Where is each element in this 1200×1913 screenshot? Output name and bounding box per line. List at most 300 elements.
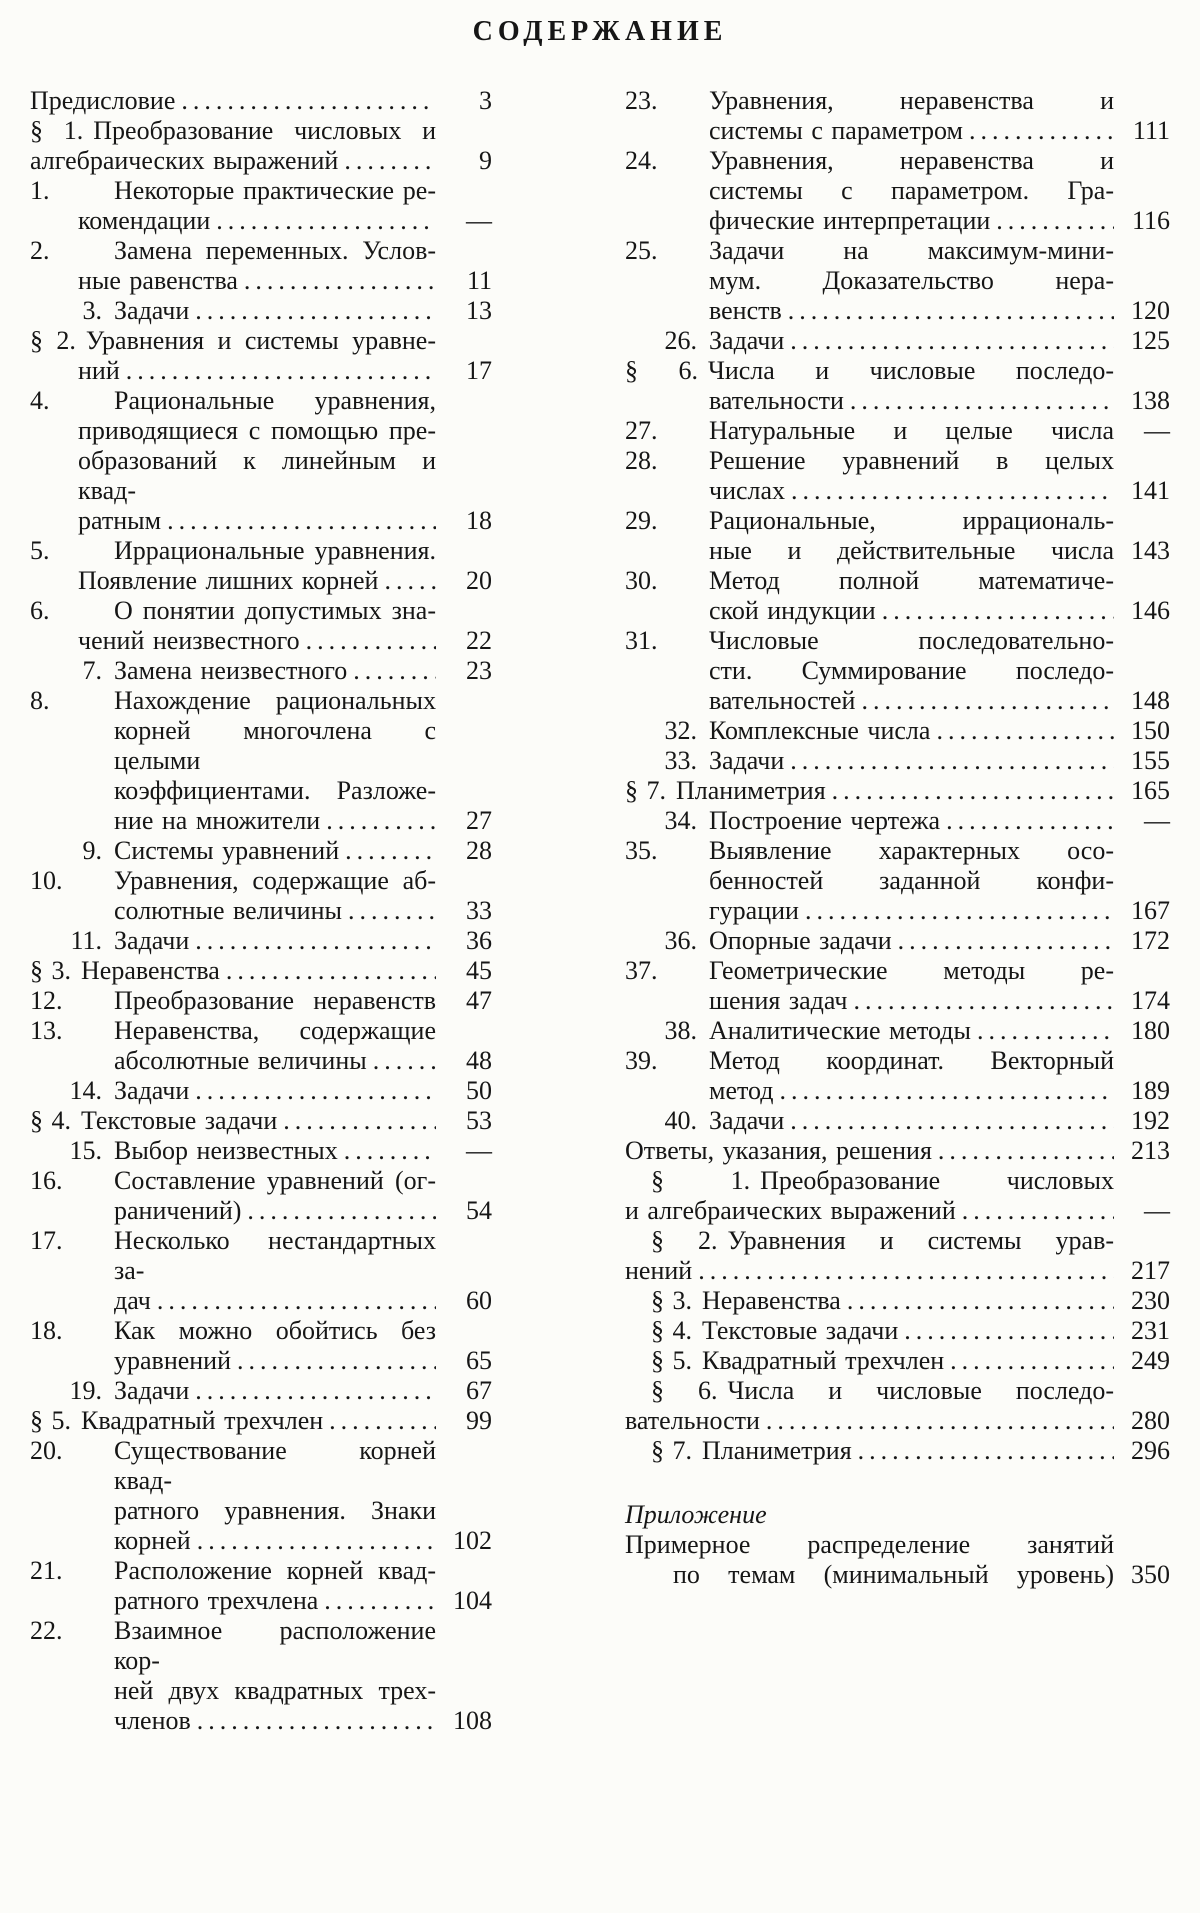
toc-entry	[30, 176, 492, 236]
toc-entry-line: мум. Доказательство нера-	[709, 266, 1114, 295]
toc-entry-text	[625, 506, 1114, 566]
toc-entry	[625, 446, 1170, 506]
toc-entry	[625, 1500, 1170, 1530]
toc-entry-page: 231	[1131, 1316, 1170, 1345]
toc-entry	[625, 1016, 1170, 1046]
toc-entry-text	[30, 1316, 436, 1376]
toc-entry-line: 10. Уравнения, содержащие аб-	[30, 866, 436, 895]
toc-entry-page: 249	[1131, 1346, 1170, 1375]
toc-entry	[625, 1436, 1170, 1466]
toc-entry-page: 33	[466, 896, 492, 925]
toc-entry-number: 22.	[30, 1616, 63, 1645]
toc-entry-text	[30, 1106, 436, 1136]
toc-entry-number: 11.	[70, 926, 102, 955]
toc-entry-line: ратного уравнения. Знаки	[114, 1496, 436, 1525]
toc-entry-page: 20	[466, 566, 492, 595]
toc-entry-line: 25. Задачи на максимум-мини-	[625, 236, 1114, 265]
toc-entry-line	[625, 1076, 1114, 1106]
toc-entry-number: 38.	[664, 1016, 697, 1045]
toc-entry-text	[30, 1556, 436, 1616]
toc-entry-text	[30, 1616, 436, 1736]
toc-entry-line: сти. Суммирование последо-	[709, 656, 1114, 685]
toc-entry-number: 8.	[30, 686, 50, 715]
toc-entry	[625, 1226, 1170, 1286]
toc-entry-number: 33.	[664, 746, 697, 775]
toc-entry-line-text: метод	[709, 1076, 774, 1105]
toc-entry-line: 27. Натуральные и целые числа	[625, 416, 1114, 445]
toc-entry-text	[30, 1076, 436, 1106]
toc-entry-line-text: корней	[114, 1526, 191, 1555]
toc-entry-line: 18. Как можно обойтись без	[30, 1316, 436, 1345]
toc-entry-line: 22. Взаимное расположение кор-	[30, 1616, 436, 1675]
dot-leader	[220, 956, 436, 986]
toc-entry-line-text: солютные величины	[114, 896, 342, 925]
toc-entry-line-text: 11. Задачи	[30, 926, 189, 956]
dot-leader	[784, 326, 1114, 356]
toc-entry-number: 4.	[30, 386, 50, 415]
dot-leader	[210, 206, 436, 236]
toc-entry-line-text: системы с параметром	[709, 116, 963, 145]
toc-entry-text	[625, 956, 1114, 1016]
toc-entry-page: 143	[1131, 536, 1170, 565]
toc-entry-page: 180	[1131, 1016, 1170, 1045]
toc-entry-line-text: комендации	[78, 206, 211, 235]
toc-entry-line	[30, 956, 436, 986]
toc-entry	[625, 626, 1170, 716]
toc-entry	[30, 386, 492, 536]
toc-entry-line-text: 14. Задачи	[30, 1076, 189, 1106]
toc-entry-page: 50	[466, 1076, 492, 1105]
toc-entry	[30, 926, 492, 956]
toc-entry-line-text: § 5. Квадратный трехчлен	[651, 1346, 945, 1375]
toc-entry-line: § 6. Числа и числовые последо-	[625, 356, 1115, 385]
toc-entry-text	[30, 926, 436, 956]
toc-entry-line	[30, 1286, 436, 1316]
toc-entry-number: 5.	[30, 536, 50, 565]
toc-entry	[30, 986, 492, 1016]
toc-entry-page: 28	[466, 836, 492, 865]
toc-entry-line	[30, 266, 436, 296]
toc-entry-page: —	[1144, 1196, 1170, 1225]
toc-entry-line	[625, 296, 1114, 326]
toc-entry	[30, 86, 492, 116]
toc-entry-line	[30, 1136, 436, 1166]
toc-entry	[625, 326, 1170, 356]
dot-leader	[151, 1286, 436, 1316]
toc-entry-line-text: дач	[114, 1286, 151, 1315]
toc-entry-line: 16. Составление уравнений (ог-	[30, 1166, 436, 1195]
toc-entry-number: 27.	[625, 416, 658, 445]
toc-entry-text	[625, 716, 1114, 746]
toc-entry-line	[625, 1136, 1114, 1166]
toc-entry-line-text: ний	[78, 356, 120, 385]
toc-entry	[625, 356, 1170, 416]
toc-entry-line-text: Появление лишних корней	[78, 566, 379, 595]
toc-entry	[30, 1076, 492, 1106]
toc-entry-text	[625, 1316, 1114, 1346]
toc-entry-line-text: ные равенства	[78, 266, 238, 295]
toc-entry-page: 155	[1131, 746, 1170, 775]
toc-entry-line: по темам (минимальный уровень)	[673, 1560, 1114, 1589]
toc-entry-line-text: 7. Замена неизвестного	[30, 656, 347, 686]
toc-column-right	[625, 86, 1170, 1590]
toc-entry-line-text: 19. Задачи	[30, 1376, 189, 1406]
toc-entry-line: Приложение	[625, 1500, 767, 1529]
toc-entry-number: 2.	[30, 236, 50, 265]
toc-entry	[625, 716, 1170, 746]
dot-leader	[760, 1406, 1114, 1436]
toc-entry-line: 8. Нахождение рациональных	[30, 686, 436, 715]
toc-entry-number: 20.	[30, 1436, 63, 1465]
toc-entry-line-text: ние на множители	[114, 806, 321, 835]
toc-entry-page: —	[1144, 806, 1170, 835]
toc-entry-page: 27	[466, 806, 492, 835]
toc-entry-text	[625, 626, 1114, 716]
toc-entry-line	[625, 926, 1114, 956]
toc-entry	[30, 536, 492, 596]
toc-entry	[625, 836, 1170, 926]
toc-entry	[30, 1616, 492, 1736]
toc-entry-line: § 6. Числа и числовые последо-	[651, 1376, 1115, 1405]
toc-entry-text	[30, 296, 436, 326]
toc-entry-line-text: нений	[625, 1256, 693, 1285]
dot-leader	[876, 596, 1114, 626]
toc-entry	[625, 1166, 1170, 1226]
toc-entry-number: § 1.	[651, 1166, 751, 1195]
toc-entry-text	[30, 1376, 436, 1406]
toc-entry-number: 14.	[69, 1076, 102, 1105]
toc-entry-number: 15.	[69, 1136, 102, 1165]
toc-entry-number: § 7.	[651, 1436, 692, 1465]
toc-entry-number: § 1.	[30, 116, 84, 145]
toc-entry	[30, 866, 492, 926]
toc-entry-line: системы с параметром. Гра-	[709, 176, 1114, 205]
toc-entry-number: 23.	[625, 86, 658, 115]
toc-entry-line-text: 26. Задачи	[625, 326, 784, 356]
toc-entry-line	[625, 1106, 1114, 1136]
toc-entry	[30, 1556, 492, 1616]
toc-entry-line-text: § 7. Планиметрия	[651, 1436, 852, 1465]
toc-entry-page: 23	[466, 656, 492, 685]
toc-entry-text	[30, 656, 436, 686]
toc-entry-page: 54	[466, 1196, 492, 1225]
toc-entry-page: 13	[466, 296, 492, 325]
toc-entry-line	[625, 716, 1114, 746]
toc-entry	[625, 776, 1170, 806]
toc-entry-line	[30, 206, 436, 236]
dot-leader	[990, 206, 1114, 236]
toc-entry-text	[30, 956, 436, 986]
toc-entry-line-text: 3. Задачи	[30, 296, 189, 326]
dot-leader	[844, 386, 1114, 416]
toc-entry-line: приводящиеся с помощью пре-	[78, 416, 436, 445]
toc-entry-page: 67	[466, 1376, 492, 1405]
toc-entry-line-text: фические интерпретации	[709, 206, 991, 235]
toc-entry-line-text: ратного трехчлена	[114, 1586, 319, 1615]
toc-entry-line-text: вательностей	[709, 686, 856, 715]
toc-entry-number: 39.	[625, 1046, 658, 1075]
toc-entry-text	[625, 566, 1114, 626]
toc-entry-line	[625, 1316, 1114, 1346]
dot-leader	[189, 1076, 436, 1106]
toc-entry	[625, 1530, 1170, 1590]
toc-entry-number: § 5.	[30, 1406, 71, 1435]
toc-entry-page: —	[466, 1136, 492, 1165]
toc-entry-page: 104	[453, 1586, 492, 1615]
toc-entry-line-text: § 4. Текстовые задачи	[30, 1106, 278, 1135]
toc-entry-page: 192	[1131, 1106, 1170, 1135]
toc-entry-text	[625, 356, 1114, 416]
toc-entry-line-text: членов	[114, 1706, 191, 1735]
toc-entry-text	[30, 326, 436, 386]
toc-entry-line: 39. Метод координат. Векторный	[625, 1046, 1114, 1075]
toc-entry-line: § 1. Преобразование числовых и	[30, 116, 436, 145]
toc-entry	[625, 746, 1170, 776]
toc-entry-text	[30, 1166, 436, 1226]
toc-entry-number: § 3.	[30, 956, 71, 985]
toc-entry-line-text: 34. Построение чертежа	[625, 806, 940, 836]
dot-leader	[784, 1106, 1114, 1136]
toc-entry-line	[30, 1376, 436, 1406]
toc-entry-text	[625, 446, 1114, 506]
toc-entry-line-text: ратным	[78, 506, 162, 535]
dot-leader	[318, 1586, 436, 1616]
toc-entry-line	[30, 896, 436, 926]
dot-leader	[971, 1016, 1114, 1046]
toc-entry-number: § 4.	[30, 1106, 71, 1135]
toc-entry-text	[625, 1376, 1114, 1436]
toc-entry-line: 31. Числовые последовательно-	[625, 626, 1114, 655]
toc-entry-line	[30, 836, 436, 866]
toc-entry-text	[625, 326, 1114, 356]
toc-entry-line-text: абсолютные величины	[114, 1046, 367, 1075]
toc-entry-page: 17	[466, 356, 492, 385]
toc-entry-page: 174	[1131, 986, 1170, 1015]
toc-entry-line	[30, 1106, 436, 1136]
toc-column-left	[30, 86, 492, 1736]
toc-entry-line-text: 36. Опорные задачи	[625, 926, 892, 956]
toc-entry-text	[30, 176, 436, 236]
toc-entry-line-text: шения задач	[709, 986, 848, 1015]
toc-entry-page: 45	[466, 956, 492, 985]
toc-entry-line: 35. Выявление характерных осо-	[625, 836, 1114, 865]
dot-leader	[963, 116, 1114, 146]
toc-entry-page: 120	[1131, 296, 1170, 325]
toc-entry-line-text: Ответы, указания, решения	[625, 1136, 932, 1165]
toc-entry-page: 280	[1131, 1406, 1170, 1435]
toc-entry-line	[625, 1406, 1114, 1436]
toc-entry-line	[30, 1406, 436, 1436]
dot-leader	[231, 1346, 436, 1376]
dot-leader	[189, 296, 436, 326]
toc-entry-number: 10.	[30, 866, 63, 895]
toc-entry-text	[30, 86, 436, 116]
toc-entry-number: 21.	[30, 1556, 63, 1585]
toc-entry-page: 47	[466, 986, 492, 1015]
toc-entry	[625, 926, 1170, 956]
toc-entry-number: 9.	[82, 836, 102, 865]
toc-entry-text	[30, 1406, 436, 1436]
toc-entry-page: 60	[466, 1286, 492, 1315]
toc-entry-line-text: вательности	[709, 386, 844, 415]
toc-entry-line	[30, 1196, 436, 1226]
toc-entry-page: 167	[1131, 896, 1170, 925]
dot-leader	[191, 1706, 436, 1736]
toc-entry-line	[625, 986, 1114, 1016]
toc-entry-number: 29.	[625, 506, 658, 535]
toc-entry-line	[30, 296, 436, 326]
toc-entry-page: 53	[466, 1106, 492, 1135]
toc-entry-line-text: § 7. Планиметрия	[625, 776, 826, 805]
dot-leader	[932, 1136, 1114, 1166]
toc-entry	[30, 1136, 492, 1166]
dot-leader	[378, 566, 436, 596]
dot-leader	[782, 296, 1114, 326]
toc-entry	[30, 656, 492, 686]
toc-entry	[30, 1376, 492, 1406]
dot-leader	[338, 146, 436, 176]
toc-entry-number: 18.	[30, 1316, 63, 1345]
toc-entry-line	[30, 1586, 436, 1616]
toc-entry-page: 18	[466, 506, 492, 535]
toc-entry-number: 6.	[30, 596, 50, 625]
toc-entry-number: 1.	[30, 176, 50, 205]
toc-entry-number: § 7.	[625, 776, 666, 805]
toc-entry-line: § 2. Уравнения и системы уравне-	[30, 326, 437, 355]
toc-entry-page: 11	[466, 266, 492, 295]
toc-entry-line-text: алгебраических выражений	[30, 146, 339, 175]
toc-entry	[625, 86, 1170, 146]
toc-entry-line: 37. Геометрические методы ре-	[625, 956, 1114, 985]
toc-entry-page: 102	[453, 1526, 492, 1555]
toc-entry-text	[625, 806, 1114, 836]
dot-leader	[940, 806, 1114, 836]
toc-entry-text	[30, 1016, 436, 1076]
toc-entry	[625, 416, 1170, 446]
toc-entry-number: § 2.	[651, 1226, 718, 1255]
toc-entry-number: 24.	[625, 146, 658, 175]
toc-entry-line	[30, 356, 436, 386]
toc-entry-number: § 4.	[651, 1316, 692, 1345]
toc-entry-text	[625, 1016, 1114, 1046]
toc-entry-text	[625, 1136, 1114, 1166]
dot-leader	[347, 656, 436, 686]
toc-entry-line	[625, 1256, 1114, 1286]
toc-entry-page: 230	[1131, 1286, 1170, 1315]
toc-entry-page: 65	[466, 1346, 492, 1375]
toc-entry-page: 141	[1131, 476, 1170, 505]
toc-entry-line: 29. Рациональные, иррациональ-	[625, 506, 1114, 535]
toc-entry-line-text: чений неизвестного	[78, 626, 300, 655]
toc-entry-line: 23. Уравнения, неравенства и	[625, 86, 1114, 115]
toc-entry-line	[30, 1706, 436, 1736]
toc-entry-page: 146	[1131, 596, 1170, 625]
toc-entry-text	[625, 1166, 1114, 1226]
toc-entry-number: § 5.	[651, 1346, 692, 1375]
toc-entry-line: 13. Неравенства, содержащие	[30, 1016, 436, 1045]
dot-leader	[323, 1406, 436, 1436]
toc-entry-line	[625, 1346, 1114, 1376]
toc-entry-text	[625, 1046, 1114, 1106]
toc-entry-line-text: ской индукции	[709, 596, 876, 625]
toc-entry	[30, 686, 492, 836]
toc-entry	[625, 1106, 1170, 1136]
toc-entry-text	[30, 1436, 436, 1556]
toc-entry-line-text: уравнений	[114, 1346, 232, 1375]
dot-leader	[774, 1076, 1115, 1106]
toc-entry	[30, 1406, 492, 1436]
toc-entry-text	[625, 1436, 1114, 1466]
toc-entry-page: 48	[466, 1046, 492, 1075]
toc-entry-line	[30, 86, 436, 116]
dot-leader	[892, 926, 1114, 956]
toc-entry-text	[625, 1346, 1114, 1376]
toc-entry-line-text: гурации	[709, 896, 799, 925]
dot-leader	[784, 746, 1114, 776]
toc-entry-line: ней двух квадратных трех-	[114, 1676, 436, 1705]
toc-entry-line	[625, 686, 1114, 716]
toc-entry-text	[625, 1530, 1114, 1590]
toc-entry-page: 22	[466, 626, 492, 655]
toc-entry	[30, 1016, 492, 1076]
toc-entry-line	[625, 206, 1114, 236]
toc-entry-text	[625, 776, 1114, 806]
dot-leader	[320, 806, 436, 836]
toc-entry-line-text: вательности	[625, 1406, 760, 1435]
toc-entry-line: 20. Существование корней квад-	[30, 1436, 436, 1495]
toc-entry-line: § 2. Уравнения и системы урав-	[651, 1226, 1115, 1255]
toc-entry	[30, 1166, 492, 1226]
toc-entry-line	[30, 926, 436, 956]
toc-entry-number: 28.	[625, 446, 658, 475]
toc-entry-page: 217	[1131, 1256, 1170, 1285]
toc-entry-text	[625, 146, 1114, 236]
toc-entry-text	[30, 116, 436, 176]
toc-entry-line	[625, 806, 1114, 836]
dot-leader	[120, 356, 436, 386]
toc-entry	[625, 236, 1170, 326]
toc-entry-page: 150	[1131, 716, 1170, 745]
toc-entry-line	[30, 1046, 436, 1076]
toc-entry-number: 26.	[664, 326, 697, 355]
toc-entry-text	[625, 1226, 1114, 1286]
toc-entry-line	[625, 1196, 1114, 1226]
toc-entry-number: § 6.	[651, 1376, 718, 1405]
toc-entry-line-text: § 5. Квадратный трехчлен	[30, 1406, 324, 1435]
dot-leader	[189, 1376, 436, 1406]
toc-entry	[30, 1436, 492, 1556]
toc-entry-line: 5. Иррациональные уравнения.	[30, 536, 436, 565]
toc-entry-line	[30, 1526, 436, 1556]
toc-entry-line-text: и алгебраических выражений	[625, 1196, 956, 1225]
toc-entry-number: § 3.	[651, 1286, 692, 1315]
dot-leader	[189, 926, 436, 956]
toc-entry-number: 25.	[625, 236, 658, 265]
toc-entry-number: 32.	[664, 716, 697, 745]
toc-entry-line	[30, 806, 436, 836]
toc-entry-line	[625, 596, 1114, 626]
dot-leader	[241, 1196, 436, 1226]
dot-leader	[339, 836, 436, 866]
toc-entry-number: 30.	[625, 566, 658, 595]
dot-leader	[300, 626, 436, 656]
toc-entry-text	[625, 836, 1114, 926]
toc-entry-line: образований к линейным и квад-	[78, 446, 436, 505]
toc-entry-text	[30, 596, 436, 656]
toc-entry-line	[625, 746, 1114, 776]
toc-entry	[30, 836, 492, 866]
dot-leader	[785, 476, 1114, 506]
